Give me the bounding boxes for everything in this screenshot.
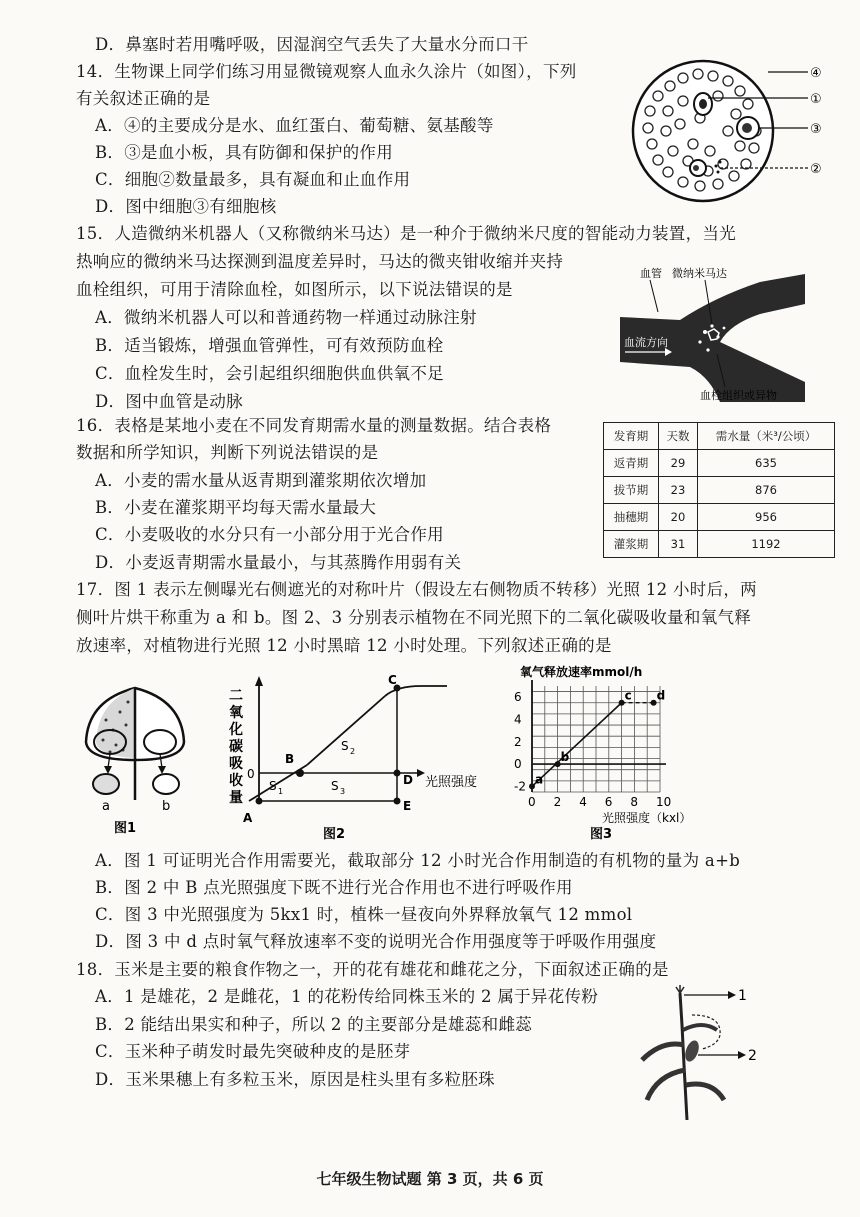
fig3-point-label: b bbox=[560, 750, 570, 765]
fig2-ylabel-char: 化 bbox=[229, 722, 243, 738]
table-cell: 抽穗期 bbox=[604, 504, 659, 531]
table-cell: 20 bbox=[659, 504, 698, 531]
clot-label: 血栓组织或异物 bbox=[700, 389, 777, 402]
fig3-x-tick: 6 bbox=[604, 795, 613, 809]
table-cell: 956 bbox=[698, 504, 835, 531]
q14-option-a: A．④的主要成分是水、血红蛋白、葡萄糖、氨基酸等 bbox=[95, 116, 494, 135]
fig3-grid bbox=[532, 686, 660, 792]
corn-label-1: 1 bbox=[738, 988, 747, 1004]
label-4: ④ bbox=[810, 66, 822, 81]
fig2-ylabel-char: 二 bbox=[229, 688, 243, 704]
q15-stem-line3: 血栓组织，可用于清除血栓，如图所示，以下说法错误的是 bbox=[76, 280, 513, 299]
fig3-point-label: a bbox=[535, 772, 544, 787]
fig2-point-e: E bbox=[403, 799, 412, 813]
vessel-label: 血管 bbox=[640, 267, 662, 280]
vessel-figure bbox=[620, 262, 805, 402]
table-header-row bbox=[604, 423, 835, 450]
q18-option-a: A．1 是雄花，2 是雌花，1 的花粉传给同株玉米的 2 属于异花传粉 bbox=[95, 987, 599, 1006]
fig2-s1: S bbox=[269, 779, 277, 793]
q17-stem-line2: 侧叶片烘干称重为 a 和 b。图 2、3 分别表示植物在不同光照下的二氧化碳吸收量和氧气释 bbox=[76, 608, 752, 627]
fig3-y-tick: 2 bbox=[514, 734, 522, 749]
table-cell: 返青期 bbox=[604, 450, 659, 477]
q15-option-b: B．适当锻炼，增强血管弹性，可有效预防血栓 bbox=[95, 336, 444, 355]
fig2-zero: 0 bbox=[247, 767, 255, 781]
fig3-y-tick: 4 bbox=[514, 712, 522, 727]
page-footer: 七年级生物试题 第 3 页，共 6 页 bbox=[316, 1170, 544, 1188]
q14-option-c: C．细胞②数量最多，具有凝血和止血作用 bbox=[95, 170, 411, 189]
fig3-x-tick: 8 bbox=[630, 795, 639, 809]
q17-option-c: C．图 3 中光照强度为 5kx1 时，植株一昼夜向外界释放氧气 12 mmol bbox=[95, 905, 633, 924]
fig3-x-tick: 4 bbox=[579, 795, 587, 809]
fig1-label-a: a bbox=[102, 799, 110, 814]
q17-option-b: B．图 2 中 B 点光照强度下既不进行光合作用也不进行呼吸作用 bbox=[95, 878, 573, 897]
fig2-ylabel-char: 氧 bbox=[229, 705, 243, 721]
fig3-y-tick: 6 bbox=[514, 690, 522, 705]
table-row bbox=[604, 531, 835, 558]
q15-stem-line1: 15．人造微纳米机器人（又称微纳米马达）是一种介于微纳米尺度的智能动力装置，当光 bbox=[76, 224, 736, 243]
table-row bbox=[604, 504, 835, 531]
fig2-ylabel-char: 收 bbox=[229, 773, 243, 789]
q15-stem-line2: 热响应的微纳米马达探测到温度差异时，马达的微夹钳收缩并夹持 bbox=[76, 252, 564, 271]
fig2-ylabel-char: 碳 bbox=[229, 739, 243, 755]
q14-stem-line1: 14．生物课上同学们练习用显微镜观察人血永久涂片（如图），下列 bbox=[76, 62, 577, 81]
water-table bbox=[603, 422, 835, 558]
table-row bbox=[604, 477, 835, 504]
q17-stem-line3: 放速率，对植物进行光照 12 小时黑暗 12 小时处理。下列叙述正确的是 bbox=[76, 636, 612, 655]
label-2: ② bbox=[810, 162, 822, 177]
corn-figure bbox=[632, 985, 762, 1120]
q14-option-b: B．③是血小板，具有防御和保护的作用 bbox=[95, 143, 394, 162]
table-cell: 29 bbox=[659, 450, 698, 477]
fig2-s1-sub: 1 bbox=[278, 787, 284, 796]
table-header: 天数 bbox=[659, 423, 698, 450]
fig3-y-tick: -2 bbox=[514, 779, 526, 794]
q17-option-d: D．图 3 中 d 点时氧气释放速率不变的说明光合作用强度等于呼吸作用强度 bbox=[95, 932, 657, 951]
label-1: ① bbox=[810, 92, 822, 107]
q15-option-c: C．血栓发生时，会引起组织细胞供血供氧不足 bbox=[95, 364, 444, 383]
fig3-title: 氧气释放速率mmol/h bbox=[520, 665, 643, 679]
q18-option-c: C．玉米种子萌发时最先突破种皮的是胚芽 bbox=[95, 1042, 411, 1061]
corn-label-2: 2 bbox=[748, 1048, 757, 1064]
label-3: ③ bbox=[810, 122, 822, 137]
fig3-point-label: d bbox=[656, 688, 666, 703]
fig2-s2: S bbox=[341, 739, 349, 753]
q18-stem: 18．玉米是主要的粮食作物之一，开的花有雄花和雌花之分，下面叙述正确的是 bbox=[76, 960, 669, 979]
table-cell: 23 bbox=[659, 477, 698, 504]
robot-label: 微纳米马达 bbox=[672, 267, 727, 280]
fig2-point-d: D bbox=[403, 773, 413, 787]
q17-stem-line1: 17．图 1 表示左侧曝光右侧遮光的对称叶片（假设左右侧物质不转移）光照 12 小时后，两 bbox=[76, 580, 757, 599]
q16-option-c: C．小麦吸收的水分只有一小部分用于光合作用 bbox=[95, 525, 444, 544]
q16-option-a: A．小麦的需水量从返青期到灌浆期依次增加 bbox=[95, 471, 427, 490]
table-cell: 635 bbox=[698, 450, 835, 477]
fig2-caption: 图2 bbox=[323, 827, 346, 842]
flow-label: 血流方向 bbox=[624, 336, 668, 349]
fig3-x-tick: 0 bbox=[528, 795, 536, 809]
q14-stem-line2: 有关叙述正确的是 bbox=[76, 89, 211, 108]
q15-option-a: A．微纳米机器人可以和普通药物一样通过动脉注射 bbox=[95, 308, 477, 327]
fig2-chart bbox=[225, 670, 505, 845]
fig3-series-line bbox=[532, 703, 622, 787]
fig3-x-tick: 2 bbox=[553, 795, 562, 809]
fig2-point-c: C bbox=[388, 673, 397, 687]
table-row bbox=[604, 450, 835, 477]
blood-smear-figure bbox=[628, 56, 828, 206]
fig3-caption: 图3 bbox=[590, 827, 613, 842]
fig3-point-label: c bbox=[624, 688, 632, 703]
fig2-s2-sub: 2 bbox=[350, 747, 356, 756]
table-header: 需水量（米³/公顷） bbox=[698, 423, 835, 450]
fig1-leaf bbox=[78, 680, 193, 840]
fig3-x-tick: 10 bbox=[656, 795, 672, 809]
fig1-label-b: b bbox=[162, 799, 171, 814]
fig3-chart bbox=[510, 662, 750, 844]
table-cell: 拔节期 bbox=[604, 477, 659, 504]
q16-option-b: B．小麦在灌浆期平均每天需水量最大 bbox=[95, 498, 377, 517]
q17-option-a: A．图 1 可证明光合作用需要光，截取部分 12 小时光合作用制造的有机物的量为 a+b bbox=[95, 851, 741, 870]
q18-option-d: D．玉米果穗上有多粒玉米，原因是柱头里有多粒胚珠 bbox=[95, 1070, 495, 1089]
table-header: 发育期 bbox=[604, 423, 659, 450]
q15-option-d: D．图中血管是动脉 bbox=[95, 392, 243, 411]
q18-option-b: B．2 能结出果实和种子，所以 2 的主要部分是雄蕊和雌蕊 bbox=[95, 1015, 533, 1034]
q16-stem-line1: 16．表格是某地小麦在不同发育期需水量的测量数据。结合表格 bbox=[76, 416, 552, 435]
table-cell: 876 bbox=[698, 477, 835, 504]
fig2-s3: S bbox=[331, 779, 339, 793]
table-cell: 31 bbox=[659, 531, 698, 558]
table-cell: 灌浆期 bbox=[604, 531, 659, 558]
fig2-point-b: B bbox=[285, 752, 295, 766]
q16-option-d: D．小麦返青期需水量最小，与其蒸腾作用弱有关 bbox=[95, 553, 462, 572]
fig3-y-tick: 0 bbox=[514, 757, 522, 772]
fig2-ylabel-char: 吸 bbox=[229, 756, 243, 772]
fig1-caption: 图1 bbox=[114, 821, 137, 836]
fig2-s3-sub: 3 bbox=[340, 787, 346, 796]
fig2-point-a: A bbox=[243, 811, 253, 825]
q13-option-d: D．鼻塞时若用嘴呼吸，因湿润空气丢失了大量水分而口干 bbox=[95, 35, 529, 54]
q14-option-d: D．图中细胞③有细胞核 bbox=[95, 197, 277, 216]
q16-stem-line2: 数据和所学知识，判断下列说法错误的是 bbox=[76, 443, 379, 462]
fig2-xlabel: 光照强度 bbox=[425, 775, 478, 790]
fig2-ylabel-char: 量 bbox=[229, 790, 243, 806]
fig3-xlabel: 光照强度（kxl） bbox=[602, 811, 692, 825]
table-cell: 1192 bbox=[698, 531, 835, 558]
